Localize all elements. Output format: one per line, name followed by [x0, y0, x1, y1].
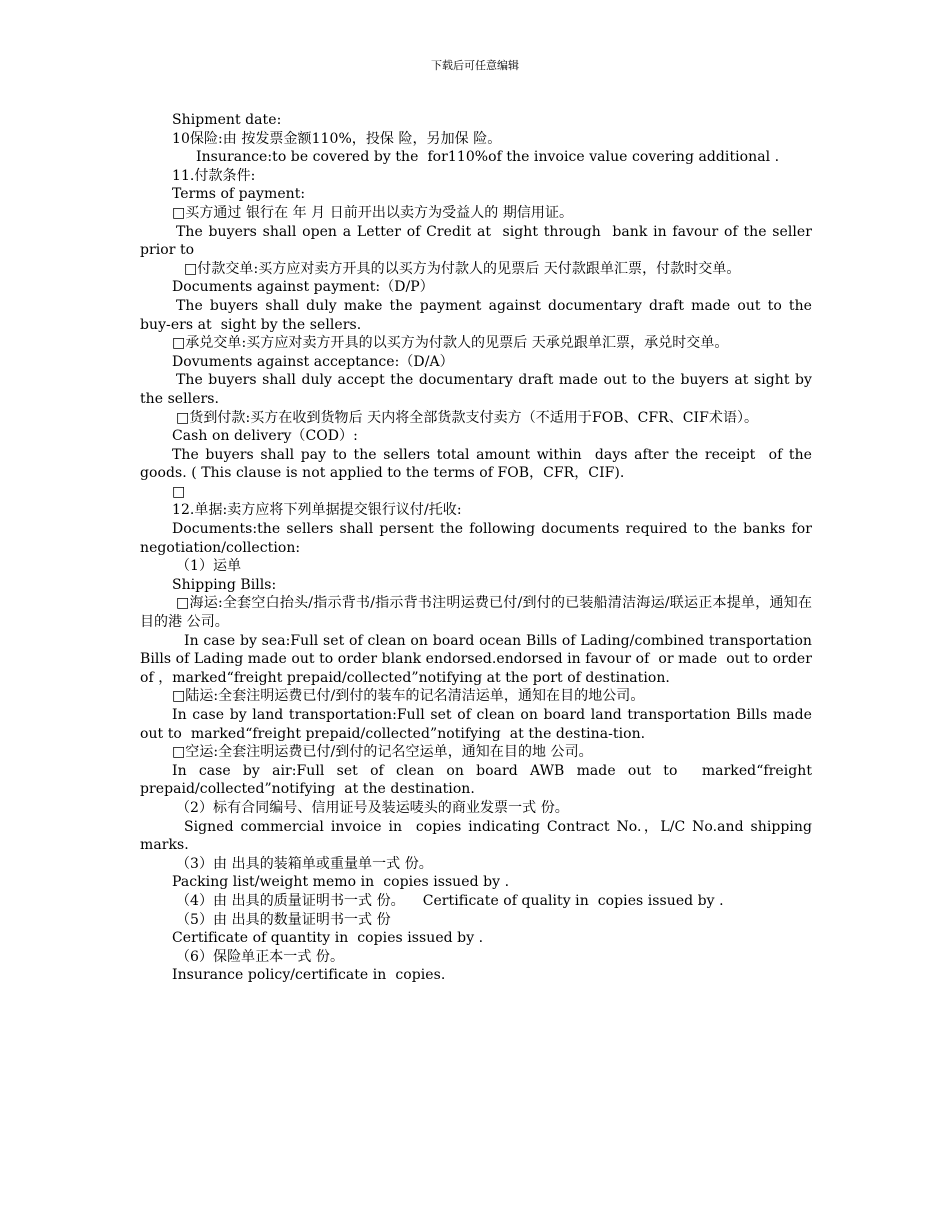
paragraph: Insurance policy/certificate in copies. — [172, 967, 446, 984]
paragraph: Certificate of quantity in copies issued by . — [172, 930, 484, 947]
paragraph: In case by land transportation:Full set of clean on board land transportation Bills made out to marked“freight prepaid/collected”notifying at the destina-tion. — [140, 707, 817, 742]
paragraph: Signed commercial invoice in copies indicating Contract No.，L/C No.and shipping marks. — [140, 818, 817, 854]
paragraph: In case by air:Full set of clean on board AWB made out to marked“freight prepaid/collected”notifying at the destination. — [140, 762, 817, 798]
sub-heading: （4）由 出具的质量证明书一式 份。 Certificate of quality in copies issued by . — [176, 892, 724, 909]
section-heading: 12.单据:卖方应将下列单据提交银行议付/托收: — [172, 502, 462, 519]
paragraph: Packing list/weight memo in copies issued by . — [172, 874, 510, 891]
paragraph: 10保险:由 按发票金额110%，投保 险，另加保 险。 — [172, 130, 502, 147]
page-header: 下载后可任意编辑 — [431, 59, 519, 72]
checkbox-option: □承兑交单:买方应对卖方开具的以买方为付款人的见票后 天承兑跟单汇票，承兑时交单。 — [172, 335, 729, 352]
paragraph: The buyers shall duly make the payment against documentary draft made out to the buy-ers at sight by the sellers. — [140, 297, 817, 333]
checkbox-option: □货到付款:买方在收到货物后 天内将全部货款支付卖方（不适用于FOB、CFR、CIF术语）。 — [176, 409, 759, 426]
sub-heading: （5）由 出具的数量证明书一式 份 — [176, 911, 391, 928]
sub-heading: （1）运单 — [176, 558, 242, 575]
paragraph: The buyers shall duly accept the documentary draft made out to the buyers at sight by the sellers. — [140, 372, 817, 407]
paragraph: Documents against payment:（D/P） — [172, 279, 434, 296]
paragraph: Shipment date: — [172, 112, 282, 128]
paragraph: Terms of payment: — [172, 186, 306, 203]
checkbox-option: □陆运:全套注明运费已付/到付的装车的记名清洁运单，通知在目的地公司。 — [172, 688, 645, 705]
paragraph: The buyers shall open a Letter of Credit at sight through bank in favour of the seller prior to — [140, 223, 817, 259]
paragraph: Shipping Bills: — [172, 576, 277, 593]
paragraph: Cash on delivery（COD）: — [172, 428, 358, 445]
sub-heading: （3）由 出具的装箱单或重量单一式 份。 — [176, 855, 433, 872]
paragraph: Insurance:to be covered by the for110%of the invoice value covering additional . — [196, 149, 780, 166]
document-body — [140, 111, 822, 985]
checkbox-option: □空运:全套注明运费已付/到付的记名空运单，通知在目的地 公司。 — [172, 744, 593, 761]
sub-heading: （2）标有合同编号、信用证号及装运唛头的商业发票一式 份。 — [176, 799, 569, 816]
section-heading: 11.付款条件: — [172, 167, 256, 184]
sub-heading: （6）保险单正本一式 份。 — [176, 948, 345, 965]
paragraph: Dovuments against acceptance:（D/A） — [172, 353, 454, 370]
checkbox-option: □付款交单:买方应对卖方开具的以买方为付款人的见票后 天付款跟单汇票，付款时交单。 — [184, 260, 741, 277]
paragraph: In case by sea:Full set of clean on board ocean Bills of Lading/combined transportation Bills of Lading made out to order blank endorsed.endorsed in favour of or made out to order of ，marked“freight prepaid/collected”notifying at the port of destination. — [140, 632, 822, 686]
checkbox-option: □买方通过 银行在 年 月 日前开出以卖方为受益人的 期信用证。 — [172, 204, 574, 221]
checkbox-option: □ — [172, 483, 186, 500]
paragraph: The buyers shall pay to the sellers total amount within days after the receipt of the goods. ( This clause is not applied to the terms of FOB，CFR，CIF). — [140, 446, 817, 482]
checkbox-option: □海运:全套空白抬头/指示背书/指示背书注明运费已付/到付的已装船清洁海运/联运正本提单，通知在目的港 公司。 — [140, 595, 812, 631]
paragraph: Documents:the sellers shall persent the following documents required to the banks for negotiation/collection: — [140, 521, 817, 556]
